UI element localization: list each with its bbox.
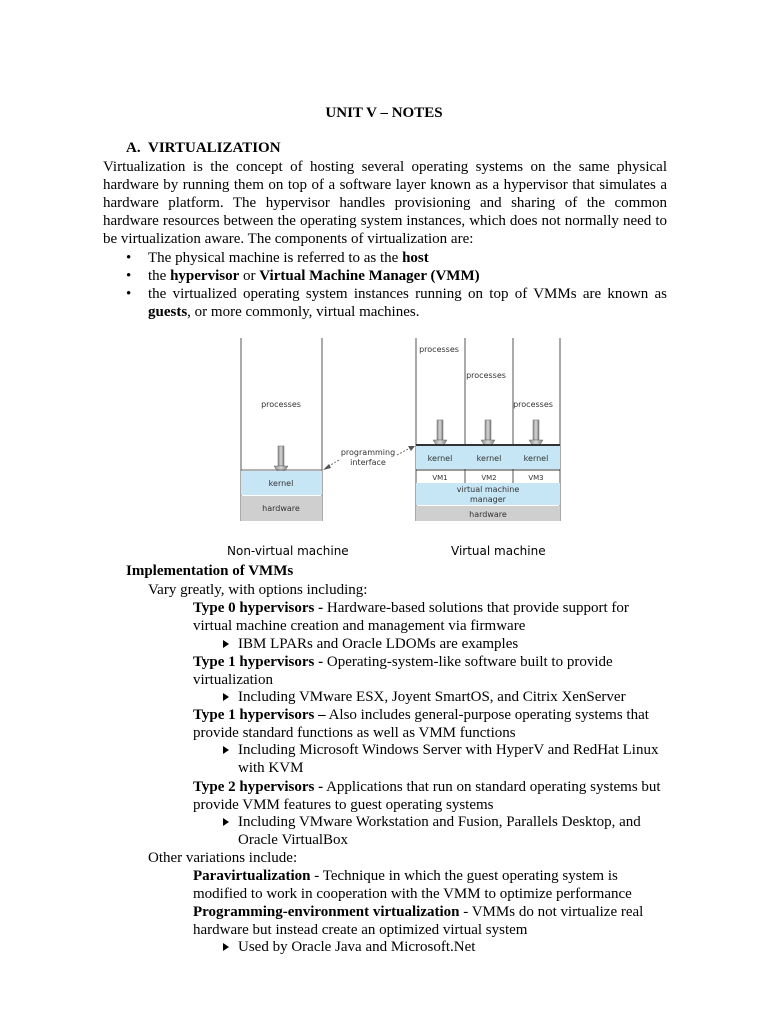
- intro-paragraph: Virtualization is the concept of hosting several operating systems on the same physical hardware by running them on top of a software layer known as a hypervisor that simulates a hardware platform. The hypervisor handles provisioning and sharing of the common hardware resources between the operating system instances, which does not normally need to be virtualization aware. The components of virtualization are:: [103, 159, 667, 247]
- section-letter: A.: [126, 140, 141, 156]
- type1-example: Including VMware ESX, Joyent SmartOS, and Citrix XenServer: [238, 689, 626, 705]
- type1-line2: virtualization: [193, 672, 273, 688]
- interface-label-line1: programming: [340, 448, 396, 457]
- list-item: • the virtualized operating system instances running on top of VMMs are known as guests, or more commonly, virtual machines.: [126, 285, 667, 321]
- vm1-processes-label: processes: [419, 345, 459, 354]
- type1b-example-line2: with KVM: [238, 760, 304, 776]
- pointer-icon: [223, 818, 229, 826]
- pointer-icon: [223, 693, 229, 701]
- pointer-icon: [223, 943, 229, 951]
- vm1-label: VM1: [432, 474, 448, 482]
- type1b-example-line1: Including Microsoft Windows Server with HyperV and RedHat Linux: [238, 742, 659, 758]
- caption-virtual: Virtual machine: [451, 544, 546, 558]
- type1-line1: Type 1 hypervisors - Operating-system-like software built to provide: [193, 654, 613, 670]
- section-title: VIRTUALIZATION: [148, 140, 281, 156]
- vm1-kernel-label: kernel: [427, 454, 453, 463]
- vmm-label-line1: virtual machine: [456, 485, 520, 494]
- type0-line1: Type 0 hypervisors - Hardware-based solutions that provide support for: [193, 600, 629, 616]
- vm3-kernel-label: kernel: [523, 454, 549, 463]
- type2-example-line1: Including VMware Workstation and Fusion, Parallels Desktop, and: [238, 814, 641, 830]
- pointer-icon: [223, 746, 229, 754]
- caption-nonvirtual: Non-virtual machine: [227, 544, 349, 558]
- section-heading: [126, 140, 281, 157]
- vm2-processes-label: processes: [466, 371, 506, 380]
- type0-line2: virtual machine creation and management via firmware: [193, 618, 526, 634]
- nv-kernel-label: kernel: [268, 479, 294, 488]
- vm2-kernel-label: kernel: [476, 454, 502, 463]
- list-item: • The physical machine is referred to as the host: [126, 249, 667, 267]
- vm3-processes-label: processes: [513, 400, 553, 409]
- type2-line2: provide VMM features to guest operating systems: [193, 797, 494, 813]
- other-variations: Other variations include:: [148, 850, 298, 866]
- page-title: UNIT V – NOTES: [325, 105, 443, 121]
- paravirt-line2: modified to work in cooperation with the VMM to optimize performance: [193, 886, 632, 902]
- type2-line1: Type 2 hypervisors - Applications that run on standard operating systems but: [193, 779, 661, 795]
- progenv-line1: Programming-environment virtualization - VMMs do not virtualize real: [193, 904, 644, 920]
- pointer-icon: [223, 640, 229, 648]
- progenv-example: Used by Oracle Java and Microsoft.Net: [238, 939, 476, 955]
- impl-heading: Implementation of VMMs: [126, 563, 294, 579]
- nv-processes-label: processes: [261, 400, 301, 409]
- nonvirtual-machine: [241, 338, 322, 521]
- virtualization-diagram: [225, 338, 565, 568]
- programming-interface: [323, 446, 415, 470]
- type1b-line2: provide standard functions as well as VMM functions: [193, 725, 516, 741]
- vm-hardware-label: hardware: [469, 510, 507, 519]
- type0-example: IBM LPARs and Oracle LDOMs are examples: [238, 636, 519, 652]
- paravirt-line1: Paravirtualization - Technique in which the guest operating system is: [193, 868, 618, 884]
- vmm-label-line2: manager: [470, 495, 506, 504]
- type1b-line1: Type 1 hypervisors – Also includes general-purpose operating systems that: [193, 707, 649, 723]
- progenv-line2: hardware but instead create an optimized virtual system: [193, 922, 528, 938]
- vm2-label: VM2: [481, 474, 497, 482]
- impl-intro: Vary greatly, with options including:: [148, 582, 368, 598]
- virtual-machine: [416, 338, 560, 521]
- interface-label-line2: interface: [350, 458, 386, 467]
- vm3-label: VM3: [528, 474, 544, 482]
- components-list: [126, 249, 667, 321]
- type2-example-line2: Oracle VirtualBox: [238, 832, 349, 848]
- nv-hardware-label: hardware: [262, 504, 300, 513]
- list-item: • the hypervisor or Virtual Machine Manager (VMM): [126, 267, 667, 285]
